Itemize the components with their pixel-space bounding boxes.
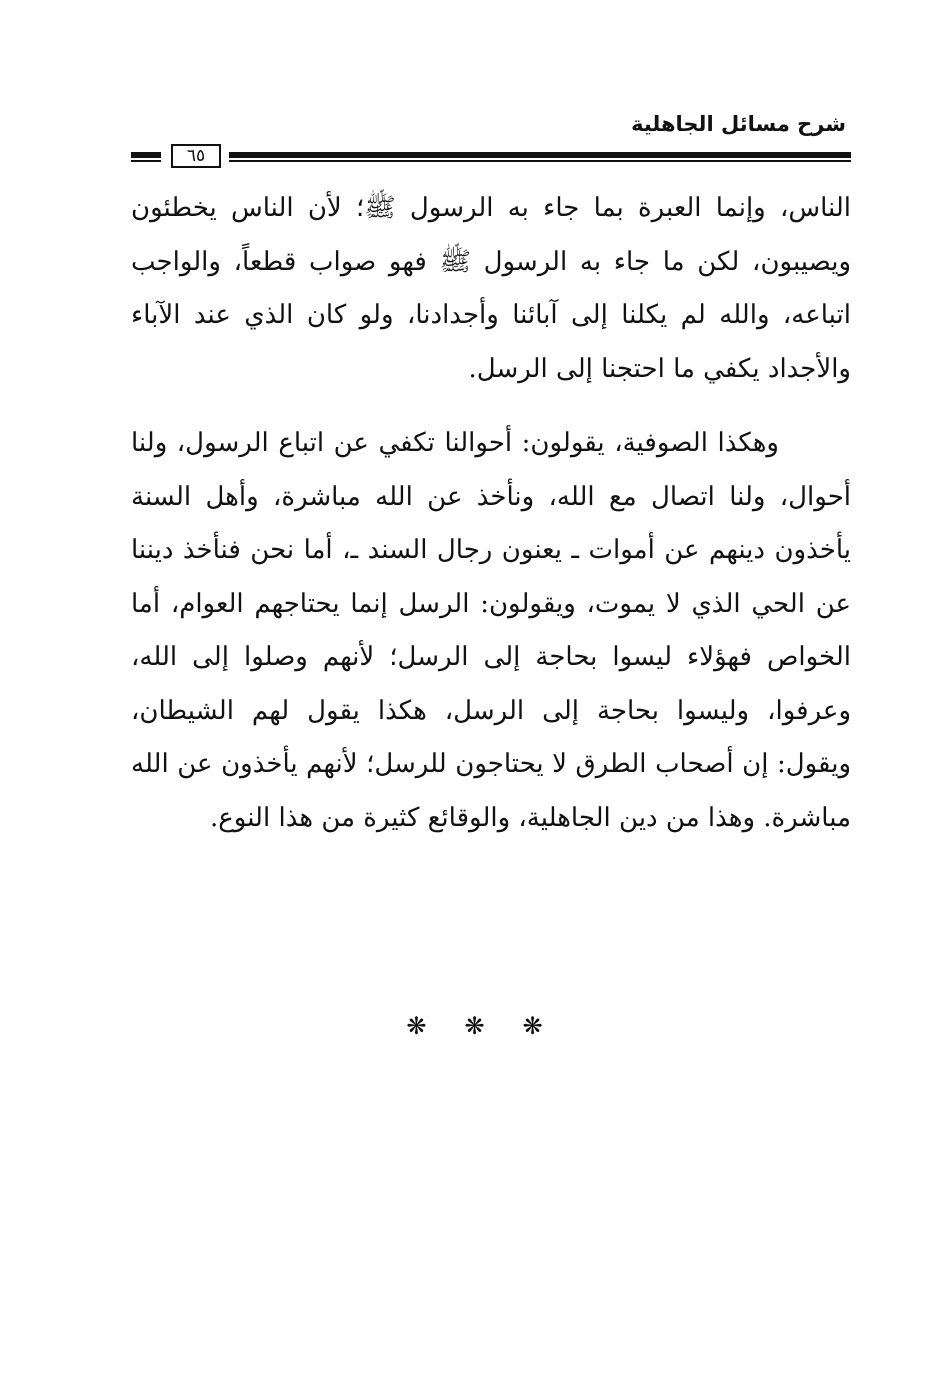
header-rule-right-thick [229, 152, 851, 158]
paragraph-2: وهكذا الصوفية، يقولون: أحوالنا تكفي عن اتباع الرسول، ولنا أحوال، ولنا اتصال مع الله، ونأخذ عن الله مباشرة، وأهل السنة يأخذون دينهم عن أموات ـ يعنون رجال السند ـ، أما نحن فنأخذ ديننا عن الحي الذي لا يموت، ويقولون: الرسل إنما يحتاجهم العوام، أما الخواص فهؤلاء ليسوا بحاجة إلى الرسل؛ لأنهم وصلوا إلى الله، وعرفوا، وليسوا بحاجة إلى الرسل، هكذا يقول لهم الشيطان، ويقول: إن أصحاب الطرق لا يحتاجون للرسل؛ لأنهم يأخذون عن الله مباشرة. وهذا من دين الجاهلية، والوقائع كثيرة من هذا النوع. [131, 428, 851, 833]
header-rule-left-thin [131, 160, 161, 162]
header-rule-left-thick [131, 152, 161, 158]
header-rule [131, 144, 851, 170]
section-divider-asterisks: ❋❋❋ [406, 1012, 581, 1040]
paragraph-1: الناس، وإنما العبرة بما جاء به الرسول ﷺ؛ لأن الناس يخطئون ويصيبون، لكن ما جاء به الرسول ﷺ فهو صواب قطعاً، والواجب اتباعه، والله لم يكلنا إلى آبائنا وأجدادنا، ولو كان الذي عند الآباء والأجداد يكفي ما احتجنا إلى الرسل. [131, 193, 851, 384]
page-number: ٦٥ [171, 144, 221, 168]
header-rule-right-thin [229, 160, 851, 162]
body-text [131, 182, 851, 845]
running-head-title: شرح مسائل الجاهلية [631, 112, 846, 136]
